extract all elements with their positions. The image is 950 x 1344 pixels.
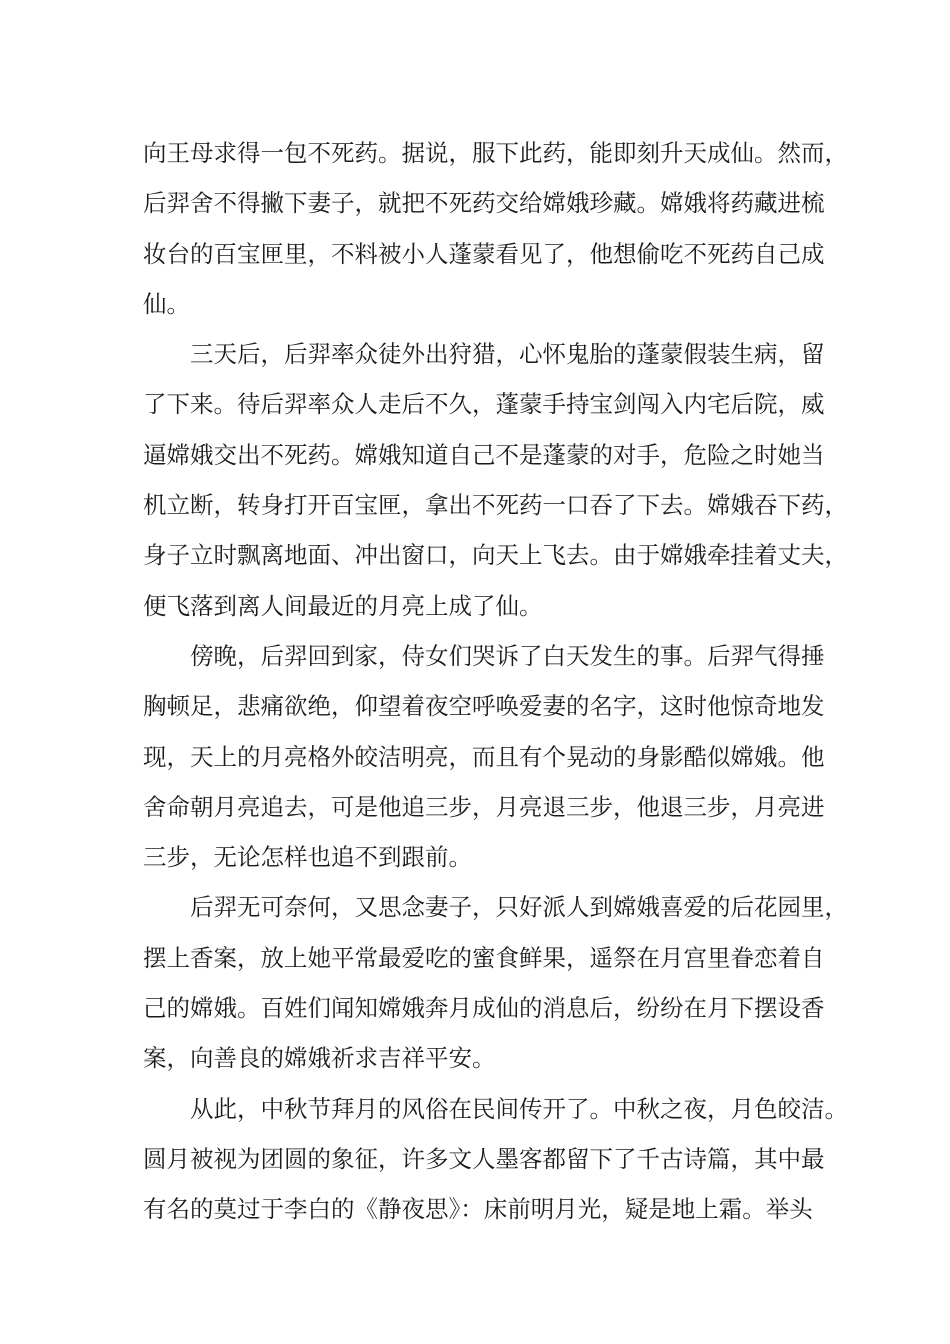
text-line: 有名的莫过于李白的《静夜思》：床前明月光，疑是地上霜。举头 bbox=[143, 1195, 813, 1224]
text-line: 妆台的百宝匣里，不料被小人蓬蒙看见了，他想偷吃不死药自己成 bbox=[143, 239, 825, 268]
text-line: 圆月被视为团圆的象征，许多文人墨客都留下了千古诗篇，其中最 bbox=[143, 1144, 825, 1173]
text-line: 便飞落到离人间最近的月亮上成了仙。 bbox=[143, 591, 543, 620]
text-line: 三步，无论怎样也追不到跟前。 bbox=[143, 843, 472, 872]
text-line: 现，天上的月亮格外皎洁明亮，而且有个晃动的身影酷似嫦娥。他 bbox=[143, 742, 825, 771]
text-line: 仙。 bbox=[143, 289, 190, 318]
text-line: 案，向善良的嫦娥祈求吉祥平安。 bbox=[143, 1044, 496, 1073]
text-line: 逼嫦娥交出不死药。嫦娥知道自己不是蓬蒙的对手，危险之时她当 bbox=[143, 440, 825, 469]
paragraph-first-line: 傍晚，后羿回到家，侍女们哭诉了白天发生的事。后羿气得捶 bbox=[190, 641, 825, 670]
text-line: 己的嫦娥。百姓们闻知嫦娥奔月成仙的消息后，纷纷在月下摆设香 bbox=[143, 994, 825, 1023]
paragraph-first-line: 后羿无可奈何，又思念妻子，只好派人到嫦娥喜爱的后花园里， bbox=[190, 893, 848, 922]
text-line: 胸顿足，悲痛欲绝，仰望着夜空呼唤爱妻的名字，这时他惊奇地发 bbox=[143, 692, 825, 721]
text-line: 舍命朝月亮追去，可是他追三步，月亮退三步，他退三步，月亮进 bbox=[143, 792, 825, 821]
text-line: 摆上香案，放上她平常最爱吃的蜜食鲜果，遥祭在月宫里眷恋着自 bbox=[143, 943, 825, 972]
paragraph-first-line: 三天后，后羿率众徒外出狩猎，心怀鬼胎的蓬蒙假装生病，留 bbox=[190, 340, 825, 369]
text-line: 了下来。待后羿率众人走后不久，蓬蒙手持宝剑闯入内宅后院，威 bbox=[143, 390, 825, 419]
text-line: 后羿舍不得撇下妻子，就把不死药交给嫦娥珍藏。嫦娥将药藏进梳 bbox=[143, 189, 825, 218]
paragraph-first-line: 从此，中秋节拜月的风俗在民间传开了。中秋之夜，月色皎洁。 bbox=[190, 1094, 848, 1123]
body-text bbox=[143, 128, 848, 1235]
text-line: 向王母求得一包不死药。据说，服下此药，能即刻升天成仙。然而， bbox=[143, 139, 848, 167]
text-line: 身子立时飘离地面、冲出窗口，向天上飞去。由于嫦娥牵挂着丈夫， bbox=[143, 541, 848, 570]
text-line: 机立断，转身打开百宝匣，拿出不死药一口吞了下去。嫦娥吞下药， bbox=[143, 491, 848, 520]
